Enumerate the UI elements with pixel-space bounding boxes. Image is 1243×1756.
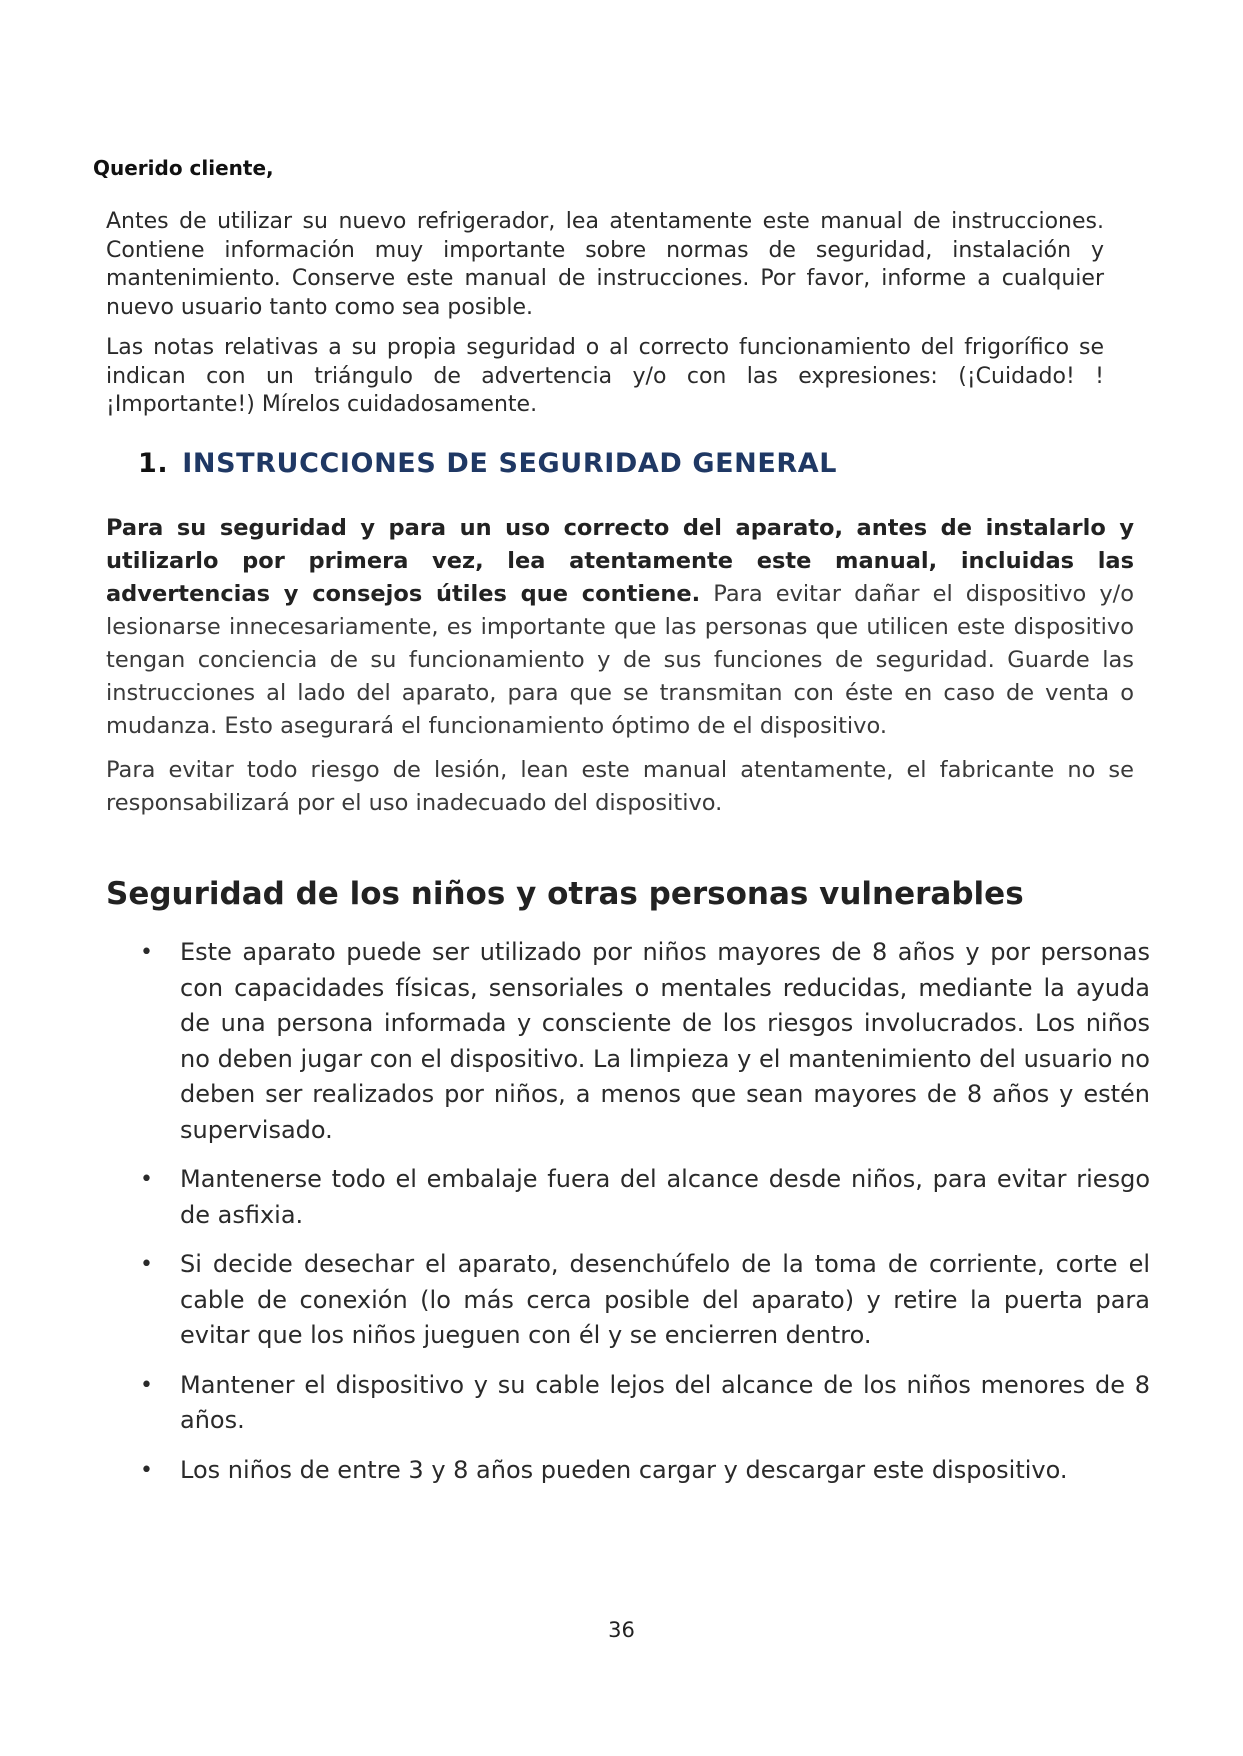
section-1-number: 1. — [138, 448, 169, 479]
greeting: Querido cliente, — [93, 156, 274, 180]
intro-paragraph-2: Las notas relativas a su propia seguridad o al correcto funcionamiento del frigorífico se indican con un triángulo de advertencia y/o con las expresiones: (¡Cuidado! ! ¡Importante!) Mírelos cuidadosamente. — [106, 335, 1104, 417]
list-item-text: Si decide desechar el aparato, desenchúfelo de la toma de corriente, corte el cable de conexión (lo más cerca posible del aparato) y retire la puerta para evitar que los niños jueguen con él y se encierren dentro. — [180, 1250, 1150, 1349]
list-item-text: Mantener el dispositivo y su cable lejos del alcance de los niños menores de 8 años. — [180, 1370, 1150, 1434]
list-item — [106, 1162, 1150, 1233]
list-item — [106, 1368, 1150, 1439]
section-1-title: INSTRUCCIONES DE SEGURIDAD GENERAL — [182, 448, 838, 479]
list-item — [106, 935, 1150, 1148]
bullet-icon: • — [140, 1252, 153, 1277]
bullet-icon: • — [140, 1457, 153, 1483]
page-number: 36 — [608, 1618, 635, 1642]
section-1-paragraph-2: Para evitar todo riesgo de lesión, lean este manual atentamente, el fabricante no se responsabilizará por el uso inadecuado del dispositivo. — [106, 757, 1134, 816]
children-safety-heading: Seguridad de los niños y otras personas vulnerables — [106, 876, 1024, 912]
section-1-paragraph-1-bold: Para su seguridad y para un uso correcto del aparato, antes de instalarlo y utilizarlo por primera vez, lea atentamente este manual, incluidas las advertencias y consejos útiles que contiene. — [106, 515, 1134, 607]
list-item-text: Este aparato puede ser utilizado por niños mayores de 8 años y por personas con capacidades físicas, sensoriales o mentales reducidas, mediante la ayuda de una persona informada y consciente de los riesgos involucrados. Los niños no deben jugar con el dispositivo. La limpieza y el mantenimiento del usuario no deben ser realizados por niños, a menos que sean mayores de 8 años y estén supervisado. — [180, 938, 1150, 1144]
list-item-text: Los niños de entre 3 y 8 años pueden cargar y descargar este dispositivo. — [180, 1455, 1068, 1484]
bullet-icon: • — [140, 1372, 153, 1398]
section-1-heading — [138, 448, 837, 479]
section-1-paragraph-1 — [106, 512, 1134, 743]
section-1-body — [106, 512, 1134, 831]
section-1-paragraph-1-rest: Para evitar dañar el dispositivo y/o lesionarse innecesariamente, es importante que las personas que utilicen este dispositivo tengan conciencia de su funcionamiento y de sus funciones de seguridad. Guarde las instrucciones al lado del aparato, para que se transmitan con éste en caso de venta o mudanza. Esto asegurará el funcionamiento óptimo de el dispositivo. — [106, 581, 1135, 739]
bullet-icon: • — [140, 940, 153, 965]
list-item — [106, 1247, 1150, 1354]
list-item — [106, 1453, 1150, 1489]
list-item-text: Mantenerse todo el embalaje fuera del alcance desde niños, para evitar riesgo de asfixia. — [180, 1165, 1150, 1229]
intro-paragraph-1: Antes de utilizar su nuevo refrigerador, lea atentamente este manual de instrucciones. Contiene información muy importante sobre normas de seguridad, instalación y mantenimiento. Conserve este manual de instrucciones. Por favor, informe a cualquier nuevo usuario tanto como sea posible. — [106, 209, 1104, 320]
intro-section — [106, 208, 1104, 432]
children-safety-list — [106, 935, 1150, 1502]
bullet-icon: • — [140, 1167, 153, 1192]
